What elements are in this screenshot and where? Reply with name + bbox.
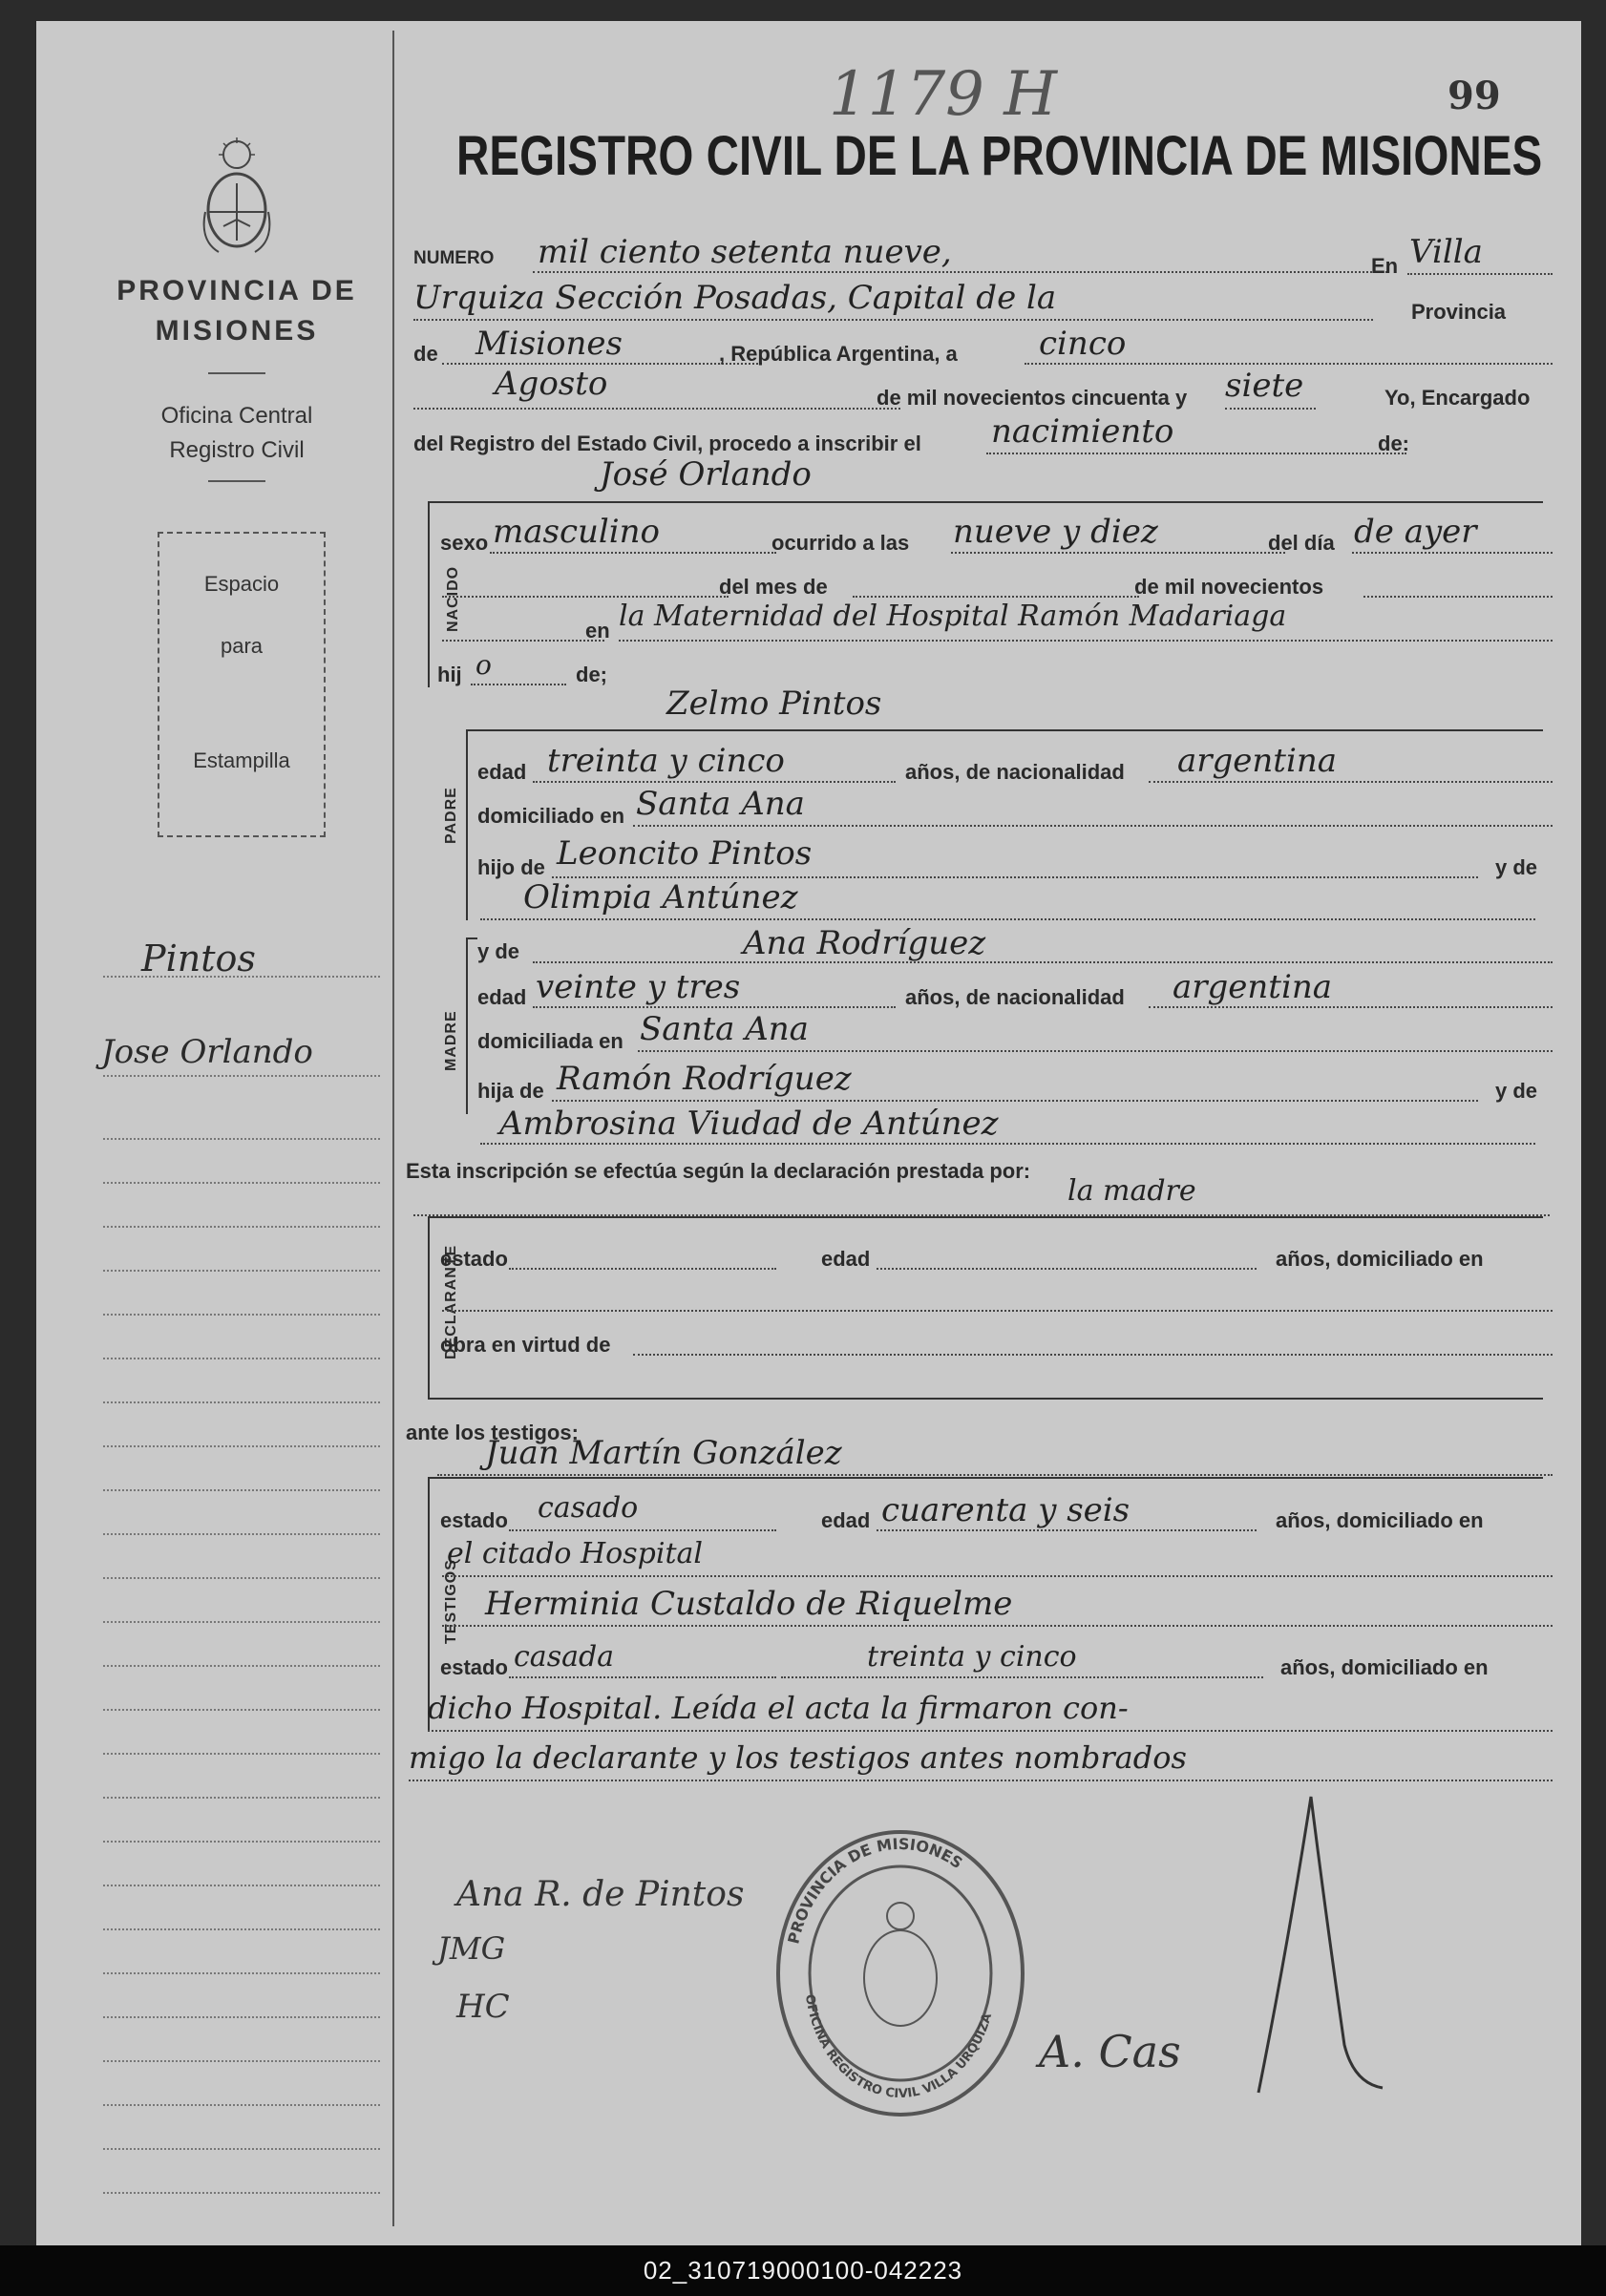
value-provincia: Misiones (475, 325, 623, 363)
label-estado-t2: estado (440, 1655, 508, 1679)
page-title: REGISTRO CIVIL DE LA PROVINCIA DE MISIONES (456, 125, 1543, 187)
value-dia-nac: de ayer (1354, 513, 1477, 551)
label-de-mil-nov: de mil novecientos (1134, 575, 1324, 599)
value-testigo1-domicilio: el citado Hospital (447, 1537, 703, 1570)
dotted-line (533, 1006, 896, 1008)
section-rule (466, 937, 477, 939)
svg-text:PROVINCIA DE MISIONES (784, 1835, 965, 1946)
label-anos-dom-t2: años, domiciliado en (1280, 1655, 1489, 1679)
label-domiciliado-en: domiciliado en (477, 804, 625, 828)
stamp-label-3: Estampilla (193, 748, 290, 772)
margin-ruled-line (103, 2060, 380, 2062)
svg-text:OFICINA REGISTRO CIVIL VILLA U (802, 1993, 995, 2101)
dotted-line (471, 684, 566, 685)
dotted-line (509, 1676, 776, 1678)
margin-ruled-line (103, 1797, 380, 1799)
column-divider (392, 31, 394, 2226)
label-en-lugar: en (585, 619, 610, 642)
margin-ruled-line (103, 1928, 380, 1930)
dotted-line (877, 1529, 1257, 1531)
label-de-mil: de mil novecientos cincuenta y (877, 386, 1188, 410)
value-testigo1-nombre: Juan Martín González (485, 1434, 842, 1472)
dotted-line (428, 1730, 1553, 1732)
signature-declarante: Ana R. de Pintos (456, 1875, 745, 1914)
value-padre-edad: treinta y cinco (547, 742, 785, 780)
margin-ruled-line (103, 1533, 380, 1535)
dotted-line (509, 1268, 776, 1270)
value-madre-edad: veinte y tres (536, 968, 741, 1006)
signature-encargado: A. Cas (1039, 2026, 1181, 2077)
dotted-line (437, 1474, 1553, 1476)
label-edad-madre: edad (477, 985, 527, 1009)
margin-ruled-line (103, 1709, 380, 1711)
label-y-de-padre: y de (1495, 855, 1538, 879)
margin-ruled-line (103, 1753, 380, 1755)
dotted-line (442, 1625, 1553, 1627)
label-sexo: sexo (440, 531, 489, 555)
label-de-semicolon: de; (576, 663, 607, 686)
value-declarante: la madre (1067, 1174, 1196, 1208)
margin-surname: Pintos (141, 937, 256, 979)
dotted-line (1149, 1006, 1553, 1008)
value-localidad: Urquiza Sección Posadas, Capital de la (413, 279, 1057, 317)
value-testigo1-edad: cuarenta y seis (881, 1491, 1131, 1529)
dotted-line (533, 781, 896, 783)
coat-of-arms-icon (200, 136, 274, 260)
value-padre-nombre: Zelmo Pintos (666, 685, 882, 723)
signature-initials-1: JMG (437, 1930, 506, 1967)
label-edad-decl: edad (821, 1247, 871, 1271)
handwritten-number: 1179 H (829, 59, 1058, 130)
margin-ruled-line (103, 1577, 380, 1579)
dotted-line (1225, 408, 1316, 410)
value-lugar: la Maternidad del Hospital Ramón Madariaga (619, 600, 1287, 633)
dotted-line (1407, 273, 1553, 275)
value-padre-madre: Olimpia Antúnez (523, 878, 798, 916)
value-testigo1-estado: casado (538, 1491, 639, 1525)
label-ocurrido: ocurrido a las (771, 531, 910, 555)
value-madre-domicilio: Santa Ana (640, 1010, 809, 1048)
folio-number: 99 (1448, 74, 1501, 118)
label-hijo-de: hijo de (477, 855, 545, 879)
value-mes: Agosto (495, 365, 608, 403)
divider (208, 480, 265, 482)
margin-given-names: Jose Orlando (101, 1033, 313, 1071)
label-del-registro: del Registro del Estado Civil, procedo a inscribir el (413, 432, 921, 455)
dotted-line (633, 825, 1553, 827)
dotted-line (781, 1676, 1263, 1678)
margin-ruled-line (103, 1885, 380, 1886)
label-republica: , República Argentina, a (719, 342, 958, 366)
margin-ruled-line (103, 2104, 380, 2106)
label-numero: NUMERO (413, 248, 495, 268)
label-de: de (413, 342, 438, 366)
value-hora: nueve y diez (953, 513, 1158, 551)
margin-ruled-line (103, 2016, 380, 2018)
left-column (36, 21, 391, 2245)
stamp-label-1: Espacio (203, 572, 280, 596)
dotted-line (552, 1100, 1478, 1102)
margin-ruled-line (103, 1401, 380, 1403)
divider (208, 372, 265, 374)
dotted-line (413, 408, 900, 410)
stamp-space-box (158, 532, 326, 837)
label-y-de-madre-start: y de (477, 939, 520, 963)
label-obra: obra en virtud de (440, 1333, 611, 1357)
dotted-line (490, 552, 776, 554)
office-name (141, 399, 332, 468)
value-padre-padre: Leoncito Pintos (557, 834, 813, 873)
dotted-line (1149, 781, 1553, 783)
label-anos-nac-madre: años, de nacionalidad (905, 985, 1125, 1009)
margin-ruled-line (103, 1182, 380, 1184)
label-provincia: Provincia (1411, 300, 1507, 324)
section-label-padre: PADRE (443, 787, 459, 844)
dotted-line (533, 271, 1387, 273)
image-id-footer: 02_310719000100-042223 (0, 2245, 1606, 2296)
official-seal (771, 1825, 1029, 2121)
value-sexo: masculino (493, 513, 661, 551)
value-testigo2-nombre: Herminia Custaldo de Riquelme (485, 1585, 1013, 1623)
margin-ruled-line (103, 1314, 380, 1316)
label-hija-de: hija de (477, 1079, 544, 1103)
label-estado-t1: estado (440, 1508, 508, 1532)
dotted-line (986, 453, 1406, 454)
dotted-line (442, 640, 604, 642)
value-madre-nombre: Ana Rodríguez (743, 924, 986, 962)
dotted-line (480, 1143, 1535, 1145)
section-bracket (428, 501, 430, 687)
margin-ruled-line (103, 2148, 380, 2150)
margin-ruled-line (103, 1270, 380, 1272)
dotted-line (442, 1575, 1553, 1577)
value-madre-padre: Ramón Rodríguez (557, 1060, 852, 1098)
office-line-2: Registro Civil (169, 437, 305, 463)
label-anos-nac: años, de nacionalidad (905, 760, 1125, 784)
dotted-line (619, 640, 1553, 642)
dotted-line (480, 918, 1535, 920)
margin-ruled-line (103, 1445, 380, 1447)
dotted-line (442, 596, 729, 598)
label-del-mes: del mes de (719, 575, 828, 599)
section-label-nacido: NACIDO (445, 565, 461, 632)
value-numero: mil ciento setenta nueve, (538, 233, 952, 271)
value-anio: siete (1225, 367, 1304, 405)
label-ante-testigos: ante los testigos: (406, 1421, 579, 1444)
value-acto: nacimiento (991, 412, 1174, 451)
section-bracket (428, 1216, 430, 1398)
margin-ruled-line (103, 1841, 380, 1843)
section-rule (428, 1216, 1543, 1218)
dotted-line (633, 1354, 1553, 1356)
label-yo-encargado: Yo, Encargado (1384, 386, 1531, 410)
section-bracket (466, 729, 468, 920)
margin-ruled-line (103, 2192, 380, 2194)
section-rule (428, 1398, 1543, 1400)
office-line-1: Oficina Central (160, 403, 313, 429)
section-label-madre: MADRE (443, 1010, 459, 1071)
dotted-line (413, 319, 1373, 321)
dotted-line (1025, 363, 1553, 365)
section-rule (428, 1477, 1543, 1479)
label-en: En (1371, 254, 1399, 278)
dotted-line (638, 1050, 1553, 1052)
document-page (36, 21, 1581, 2245)
section-bracket (466, 937, 468, 1114)
province-title: PROVINCIA DE MISIONES (116, 275, 357, 347)
value-madre-madre: Ambrosina Viudad de Antúnez (499, 1105, 999, 1143)
margin-ruled-line (103, 1358, 380, 1359)
value-cierre-1: dicho Hospital. Leída el acta la firmaron con- (428, 1690, 1129, 1726)
value-testigo2-estado: casada (514, 1640, 615, 1674)
seal-text-top: PROVINCIA DE MISIONES (784, 1834, 966, 1946)
value-en: Villa (1409, 233, 1483, 271)
section-rule (466, 729, 1543, 731)
label-del-dia: del día (1268, 531, 1335, 555)
section-label-testigos: TESTIGOS (443, 1559, 459, 1644)
signature-initials-2: HC (456, 1988, 510, 2026)
value-dia: cinco (1039, 325, 1127, 363)
margin-ruled-line (103, 976, 380, 978)
margin-ruled-line (103, 1226, 380, 1228)
dotted-line (877, 1268, 1257, 1270)
dotted-line (951, 552, 1285, 554)
dotted-line (1363, 596, 1553, 598)
label-y-de-madre: y de (1495, 1079, 1538, 1103)
margin-ruled-line (103, 1138, 380, 1140)
dotted-line (533, 961, 1553, 963)
signature-flourish (1220, 1759, 1392, 2121)
value-padre-domicilio: Santa Ana (636, 785, 805, 823)
label-de-colon: de: (1378, 432, 1409, 455)
label-domiciliada-en: domiciliada en (477, 1029, 623, 1053)
seal-text-bottom: OFICINA REGISTRO CIVIL VILLA URQUIZA (801, 1993, 996, 2102)
label-hijo: hij (437, 663, 462, 686)
value-padre-nacionalidad: argentina (1177, 742, 1338, 780)
section-rule (428, 501, 1543, 503)
value-nombre: José Orlando (600, 455, 812, 494)
label-edad: edad (477, 760, 527, 784)
value-cierre-2: migo la declarante y los testigos antes nombrados (409, 1739, 1187, 1776)
label-anos-dom-t1: años, domiciliado en (1276, 1508, 1484, 1532)
dotted-line (509, 1529, 776, 1531)
margin-ruled-line (103, 1665, 380, 1667)
dotted-line (853, 596, 1139, 598)
label-edad-t1: edad (821, 1508, 871, 1532)
margin-ruled-line (103, 1075, 380, 1077)
dotted-line (442, 1310, 1553, 1312)
label-anos-dom-decl: años, domiciliado en (1276, 1247, 1484, 1271)
value-madre-nacionalidad: argentina (1173, 968, 1333, 1006)
margin-ruled-line (103, 1621, 380, 1623)
label-estado-decl: estado (440, 1247, 508, 1271)
label-declaracion: Esta inscripción se efectúa según la declaración prestada por: (406, 1159, 1031, 1183)
value-hijo-suffix: o (475, 649, 492, 681)
margin-ruled-line (103, 1972, 380, 1974)
value-testigo2-edad: treinta y cinco (867, 1640, 1077, 1674)
dotted-line (1352, 552, 1553, 554)
margin-ruled-line (103, 1489, 380, 1491)
section-label-declarante: DECLARANTE (443, 1244, 459, 1359)
stamp-label-2: para (220, 634, 264, 658)
